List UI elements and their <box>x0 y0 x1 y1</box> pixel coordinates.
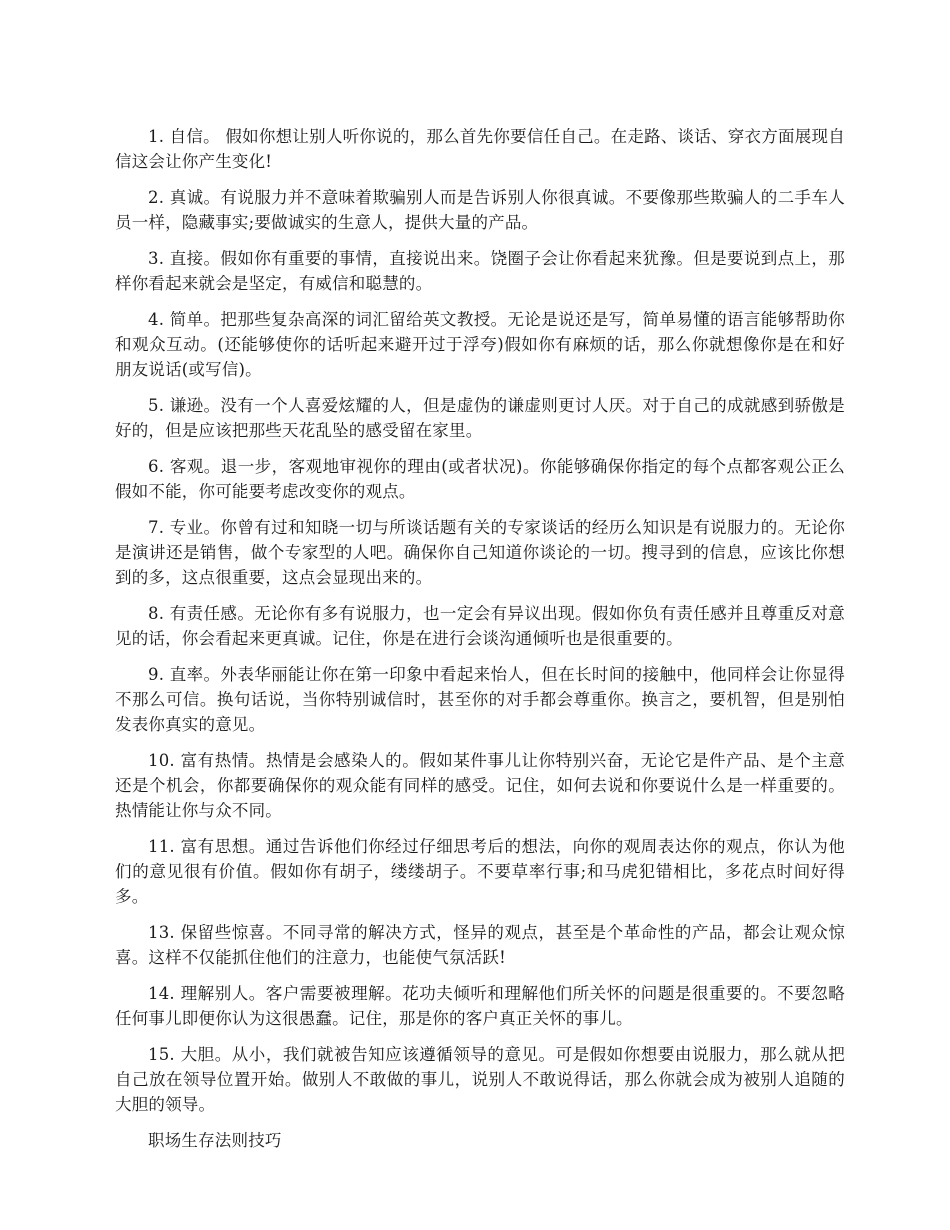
paragraph-confidence: 1. 自信。 假如你想让别人听你说的，那么首先你要信任自己。在走路、谈话、穿衣方面展现自信这会让你产生变化! <box>115 127 845 171</box>
paragraph-surprise: 13. 保留些惊喜。不同寻常的解决方式，怪异的观点，甚至是个革命性的产品，都会让观众惊喜。这样不仅能抓住他们的注意力，也能使气氛活跃! <box>115 923 845 967</box>
paragraph-directness: 3. 直接。假如你有重要的事情，直接说出来。饶圈子会让你看起来犹豫。但是要说到点上，那样你看起来就会是坚定，有威信和聪慧的。 <box>115 249 845 293</box>
paragraph-thoughtfulness: 11. 富有思想。通过告诉他们你经过仔细思考后的想法，向你的观周表达你的观点，你认为他们的意见很有价值。假如你有胡子，缕缕胡子。不要草率行事;和马虎犯错相比，多花点时间好得多。 <box>115 837 845 906</box>
paragraph-frankness: 9. 直率。外表华丽能让你在第一印象中看起来怡人，但在长时间的接触中，他同样会让你显得不那么可信。换句话说，当你特别诚信时，甚至你的对手都会尊重你。换言之，要机智，但是别怕发表你真实的意见。 <box>115 665 845 734</box>
paragraph-modesty: 5. 谦逊。没有一个人喜爱炫耀的人，但是虚伪的谦虚则更讨人厌。对于自己的成就感到骄傲是好的，但是应该把那些天花乱坠的感受留在家里。 <box>115 396 845 440</box>
paragraph-professional: 7. 专业。你曾有过和知晓一切与所谈话题有关的专家谈话的经历么知识是有说服力的。无论你是演讲还是销售，做个专家型的人吧。确保你自己知道你谈论的一切。搜寻到的信息，应该比你想到的多，这点很重要，这点会显现出来的。 <box>115 518 845 587</box>
paragraph-objectivity: 6. 客观。退一步，客观地审视你的理由(或者状况)。你能够确保你指定的每个点都客观公正么假如不能，你可能要考虑改变你的观点。 <box>115 457 845 501</box>
paragraph-sincerity: 2. 真诚。有说服力并不意味着欺骗别人而是告诉别人你很真诚。不要像那些欺骗人的二手车人员一样，隐藏事实;要做诚实的生意人，提供大量的产品。 <box>115 188 845 232</box>
paragraph-enthusiasm: 10. 富有热情。热情是会感染人的。假如某件事儿让你特别兴奋，无论它是件产品、是个主意还是个机会，你都要确保你的观众能有同样的感受。记住，如何去说和你要说什么是一样重要的。热情能让你与众不同。 <box>115 751 845 820</box>
paragraph-understanding: 14. 理解别人。客户需要被理解。花功夫倾听和理解他们所关怀的问题是很重要的。不要忽略任何事儿即便你认为这很愚蠢。记住，那是你的客户真正关怀的事儿。 <box>115 984 845 1028</box>
paragraph-simplicity: 4. 简单。把那些复杂高深的词汇留给英文教授。无论是说还是写，简单易懂的语言能够帮助你和观众互动。(还能够使你的话听起来避开过于浮夸)假如你有麻烦的话，那么你就想像你是在和好朋友说话(或写信)。 <box>115 310 845 379</box>
document-body <box>115 124 845 1164</box>
paragraph-boldness: 15. 大胆。从小，我们就被告知应该遵循领导的意见。可是假如你想要由说服力，那么就从把自己放在领导位置开始。做别人不敢做的事儿，说别人不敢说得话，那么你就会成为被别人追随的大胆的领导。 <box>115 1045 845 1114</box>
paragraph-responsibility: 8. 有责任感。无论你有多有说服力，也一定会有异议出现。假如你负有责任感并且尊重反对意见的话，你会看起来更真诚。记住，你是在进行会谈沟通倾听也是很重要的。 <box>115 604 845 648</box>
section-heading-workplace-tips: 职场生存法则技巧 <box>148 1131 282 1150</box>
